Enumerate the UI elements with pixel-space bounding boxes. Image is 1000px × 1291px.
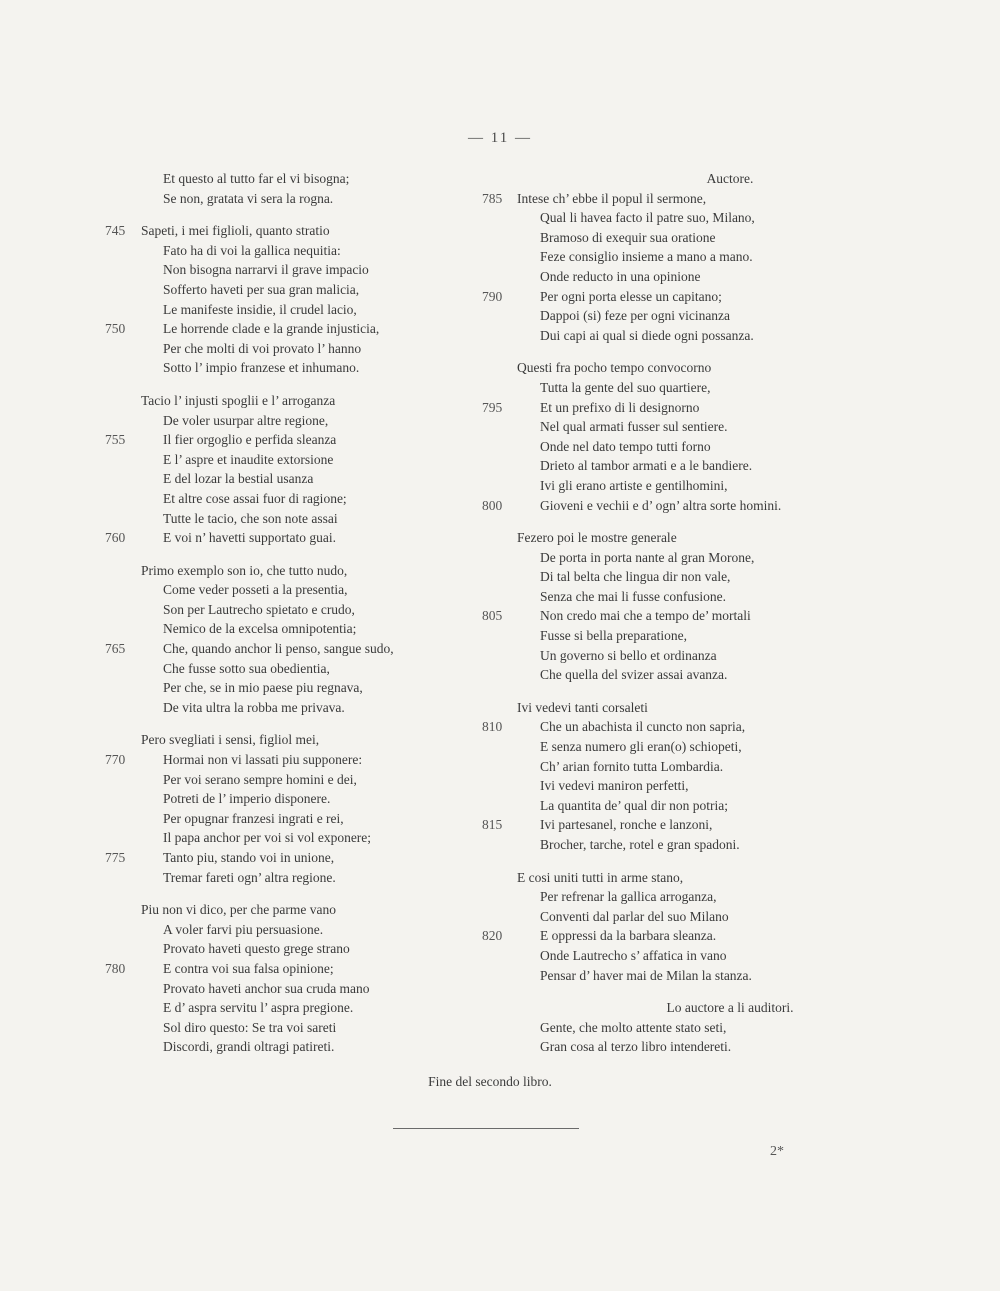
verse-line — [105, 1018, 465, 1038]
verse-text: Et questo al tutto far el vi bisogna; — [163, 171, 350, 186]
verse-line — [105, 221, 465, 241]
verse-line — [482, 208, 862, 228]
verse-line — [105, 848, 465, 868]
verse-line — [482, 646, 862, 666]
verse-text: Conventi dal parlar del suo Milano — [540, 908, 729, 924]
verse-text: Dappoi (si) feze per ogni vicinanza — [540, 308, 731, 324]
verse-text: Questi fra pocho tempo convocorno — [517, 360, 712, 376]
section-heading — [482, 169, 862, 189]
verse-line — [105, 339, 465, 359]
verse-line — [482, 698, 862, 718]
verse-text: Se non, gratata vi sera la rogna. — [163, 190, 334, 206]
verse-text: Nel qual armati fusser sul sentiere. — [540, 419, 728, 435]
verse-text: E l’ aspre et inaudite extorsione — [163, 451, 334, 467]
verse-text: E oppressi da la barbara sleanza. — [540, 928, 717, 944]
verse-text: Fezero poi le mostre generale — [517, 530, 677, 546]
verse-text: Feze consiglio insieme a mano a mano. — [540, 249, 753, 265]
verse-text: Onde Lautrecho s’ affatica in vano — [540, 947, 727, 963]
verse-line — [482, 796, 862, 816]
stanza-gap — [482, 855, 862, 868]
line-number: 790 — [482, 288, 503, 304]
line-number: 765 — [105, 641, 126, 657]
verse-line — [482, 776, 862, 796]
verse-text: Gente, che molto attente stato seti, — [540, 1019, 727, 1035]
verse-line — [105, 528, 465, 548]
verse-line — [482, 476, 862, 496]
verse-text: Brocher, tarche, rotel e gran spadoni. — [540, 837, 740, 852]
verse-text: Pensar d’ haver mai de Milan la stanza. — [540, 967, 752, 983]
page-number: — 11 — — [468, 130, 532, 146]
verse-line — [105, 789, 465, 809]
verse-line — [105, 959, 465, 979]
verse-line — [105, 600, 465, 620]
line-number: 775 — [105, 850, 126, 865]
verse-text: Ivi partesanel, ronche e lanzoni, — [540, 817, 713, 833]
verse-text: De voler usurpar altre regione, — [163, 412, 329, 428]
verse-line — [482, 567, 862, 587]
verse-text: Piu non vi dico, per che parme vano — [141, 902, 336, 918]
verse-text: E contra voi sua falsa opinione; — [163, 960, 334, 976]
verse-line — [482, 267, 862, 287]
verse-line — [482, 398, 862, 418]
stanza-gap — [482, 985, 862, 998]
verse-line — [482, 417, 862, 437]
verse-text: Che un abachista il cuncto non sapria, — [540, 719, 746, 735]
verse-text: Per refrenar la gallica arroganza, — [540, 889, 717, 905]
verse-line — [482, 966, 862, 986]
verse-line — [482, 437, 862, 457]
verse-text: De vita ultra la robba me privava. — [163, 699, 345, 715]
stanza-gap — [482, 345, 862, 358]
verse-line — [482, 587, 862, 607]
verse-text: Pero svegliati i sensi, figliol mei, — [141, 732, 320, 748]
verse-line — [105, 920, 465, 940]
verse-text: Discordi, grandi oltragi patireti. — [163, 1039, 335, 1055]
verse-text: Hormai non vi lassati piu supponere: — [163, 752, 363, 768]
verse-text: Per che, se in mio paese piu regnava, — [163, 680, 363, 696]
verse-text: Provato haveti questo grege strano — [163, 941, 350, 957]
line-number: 795 — [482, 399, 503, 415]
verse-line — [105, 730, 465, 750]
verse-text: Per opugnar franzesi ingrati e rei, — [163, 810, 344, 826]
verse-line — [105, 300, 465, 320]
verse-line — [105, 391, 465, 411]
verse-text: Le manifeste insidie, il crudel lacio, — [163, 301, 357, 317]
verse-line — [105, 509, 465, 529]
verse-text: Sotto l’ impio franzese et inhumano. — [163, 360, 360, 376]
signature-mark: 2* — [770, 1144, 784, 1159]
verse-line — [105, 979, 465, 999]
verse-text: Tacio l’ injusti spoglii e l’ arroganza — [141, 392, 336, 408]
verse-text: Tremar fareti ogn’ altra regione. — [163, 869, 336, 885]
section-heading — [482, 998, 862, 1018]
verse-line — [482, 228, 862, 248]
verse-text: Onde reducto in una opinione — [540, 268, 701, 284]
verse-line — [105, 169, 465, 189]
verse-line — [482, 456, 862, 476]
verse-line — [482, 835, 862, 855]
stanza-gap — [105, 208, 465, 221]
line-number: 800 — [482, 497, 503, 513]
verse-line — [105, 319, 465, 339]
verse-line — [105, 469, 465, 489]
verse-line — [482, 606, 862, 626]
verse-line — [105, 659, 465, 679]
line-number: 770 — [105, 752, 126, 768]
verse-line — [105, 260, 465, 280]
verse-line — [482, 1018, 862, 1038]
verse-text: Di tal belta che lingua dir non vale, — [540, 569, 731, 585]
stanza-gap — [482, 685, 862, 698]
verse-text: Come veder posseti a la presentia, — [163, 582, 348, 598]
verse-text: Che quella del svizer assai avanza. — [540, 667, 728, 683]
verse-line — [105, 189, 465, 209]
verse-text: Fato ha di voi la gallica nequitia: — [163, 242, 341, 258]
verse-text: E senza numero gli eran(o) schiopeti, — [540, 739, 742, 755]
verse-text: Gioveni e vechii e d’ ogn’ altra sorte homini. — [540, 497, 782, 513]
verse-line — [105, 698, 465, 718]
verse-text: Qual li havea facto il patre suo, Milano, — [540, 210, 755, 226]
verse-line — [482, 665, 862, 685]
line-number: 780 — [105, 960, 126, 976]
verse-text: Fusse si bella preparatione, — [540, 628, 687, 644]
verse-text: A voler farvi piu persuasione. — [163, 921, 324, 937]
verse-line — [482, 626, 862, 646]
verse-line — [105, 828, 465, 848]
line-number: 760 — [105, 530, 126, 546]
verse-line — [482, 378, 862, 398]
verse-text: Et un prefixo di li designorno — [540, 399, 700, 415]
line-number: 815 — [482, 817, 503, 833]
verse-line — [482, 717, 862, 737]
verse-line — [482, 496, 862, 516]
line-number: 820 — [482, 928, 503, 944]
verse-text: Sapeti, i mei figlioli, quanto stratio — [141, 223, 330, 239]
verse-line — [482, 737, 862, 757]
verse-text: E voi n’ havetti supportato guai. — [163, 530, 336, 546]
verse-line — [482, 757, 862, 777]
verse-text: Onde nel dato tempo tutti forno — [540, 438, 711, 454]
stanza-gap — [482, 515, 862, 528]
verse-line — [482, 326, 862, 346]
verse-text: Il papa anchor per voi si vol exponere; — [163, 830, 372, 846]
verse-line — [105, 619, 465, 639]
verse-text: De porta in porta nante al gran Morone, — [540, 549, 755, 565]
verse-line — [105, 770, 465, 790]
verse-text: Provato haveti anchor sua cruda mano — [163, 980, 370, 996]
verse-line — [105, 750, 465, 770]
verse-line — [105, 639, 465, 659]
verse-text: Lo auctore a li auditori. — [666, 1000, 794, 1016]
verse-text: E d’ aspra servitu l’ aspra pregione. — [163, 1000, 354, 1016]
verse-text: Un governo si bello et ordinanza — [540, 647, 717, 663]
verse-line — [482, 946, 862, 966]
verse-text: Sol diro questo: Se tra voi sareti — [163, 1019, 337, 1035]
line-number: 805 — [482, 608, 503, 624]
stanza-gap — [105, 378, 465, 391]
verse-line — [482, 1037, 862, 1057]
line-number: 755 — [105, 432, 126, 448]
verse-text: Sofferto haveti per sua gran malicia, — [163, 281, 360, 297]
verse-text: Per ogni porta elesse un capitano; — [540, 288, 722, 304]
verse-text: Auctore. — [706, 171, 754, 186]
verse-line — [482, 815, 862, 835]
verse-text: Ivi gli erano artiste e gentilhomini, — [540, 477, 728, 493]
verse-line — [105, 678, 465, 698]
verse-line — [105, 241, 465, 261]
verse-text: Nemico de la excelsa omnipotentia; — [163, 621, 357, 637]
verse-text: Non credo mai che a tempo de’ mortali — [540, 608, 751, 624]
verse-text: Il fier orgoglio e perfida sleanza — [163, 432, 337, 448]
verse-text: E cosi uniti tutti in arme stano, — [517, 869, 684, 885]
verse-line — [105, 580, 465, 600]
verse-text: Gran cosa al terzo libro intendereti. — [540, 1039, 732, 1055]
verse-line — [482, 548, 862, 568]
verse-line — [482, 528, 862, 548]
stanza-gap — [105, 548, 465, 561]
verse-text: Primo exemplo son io, che tutto nudo, — [141, 562, 348, 578]
verse-line — [105, 358, 465, 378]
verse-line — [482, 907, 862, 927]
verse-line — [105, 411, 465, 431]
right-column — [482, 169, 862, 1057]
verse-text: Che fusse sotto sua obedientia, — [163, 660, 330, 676]
verse-line — [105, 430, 465, 450]
verse-line — [482, 926, 862, 946]
verse-line — [482, 887, 862, 907]
verse-line — [105, 939, 465, 959]
verse-text: Senza che mai li fusse confusione. — [540, 588, 726, 604]
verse-line — [105, 868, 465, 888]
end-of-book-text: Fine del secondo libro. — [428, 1074, 552, 1089]
line-number: 750 — [105, 321, 126, 337]
line-number: 745 — [105, 223, 126, 239]
verse-line — [482, 306, 862, 326]
verse-text: Ivi vedevi tanti corsaleti — [517, 699, 648, 715]
verse-line — [105, 998, 465, 1018]
verse-line — [482, 247, 862, 267]
verse-text: Tanto piu, stando voi in unione, — [163, 850, 335, 865]
verse-text: Tutta la gente del suo quartiere, — [540, 379, 711, 395]
verse-text: Dui capi ai qual si diede ogni possanza. — [540, 327, 754, 343]
verse-line — [482, 287, 862, 307]
verse-line — [105, 1037, 465, 1057]
line-number: 785 — [482, 190, 503, 206]
verse-text: Tutte le tacio, che son note assai — [163, 510, 338, 526]
verse-text: La quantita de’ qual dir non potria; — [540, 797, 728, 813]
verse-line — [105, 280, 465, 300]
verse-text: Che, quando anchor li penso, sangue sudo, — [163, 641, 394, 657]
verse-text: Non bisogna narrarvi il grave impacio — [163, 262, 369, 278]
verse-line — [105, 809, 465, 829]
verse-text: Et altre cose assai fuor di ragione; — [163, 490, 347, 506]
left-column — [105, 169, 465, 1057]
verse-text: Per che molti di voi provato l’ hanno — [163, 340, 362, 356]
verse-text: Ch’ arian fornito tutta Lombardia. — [540, 758, 724, 774]
verse-line — [105, 900, 465, 920]
verse-line — [105, 561, 465, 581]
stanza-gap — [105, 887, 465, 900]
verse-text: Ivi vedevi maniron perfetti, — [540, 778, 689, 794]
verse-text: Per voi serano sempre homini e dei, — [163, 771, 357, 787]
horizontal-rule — [393, 1128, 579, 1129]
verse-text: Intese ch’ ebbe il popul il sermone, — [517, 190, 707, 206]
verse-text: E del lozar la bestial usanza — [163, 471, 314, 487]
verse-text: Le horrende clade e la grande injusticia, — [163, 321, 380, 337]
verse-line — [482, 358, 862, 378]
verse-line — [105, 489, 465, 509]
stanza-gap — [105, 717, 465, 730]
verse-text: Drieto al tambor armati e a le bandiere. — [540, 458, 753, 474]
verse-text: Bramoso di exequir sua oratione — [540, 229, 716, 245]
verse-text: Potreti de l’ imperio disponere. — [163, 791, 331, 807]
line-number: 810 — [482, 719, 503, 735]
verse-text: Son per Lautrecho spietato e crudo, — [163, 601, 355, 617]
verse-line — [105, 450, 465, 470]
verse-line — [482, 189, 862, 209]
verse-line — [482, 868, 862, 888]
